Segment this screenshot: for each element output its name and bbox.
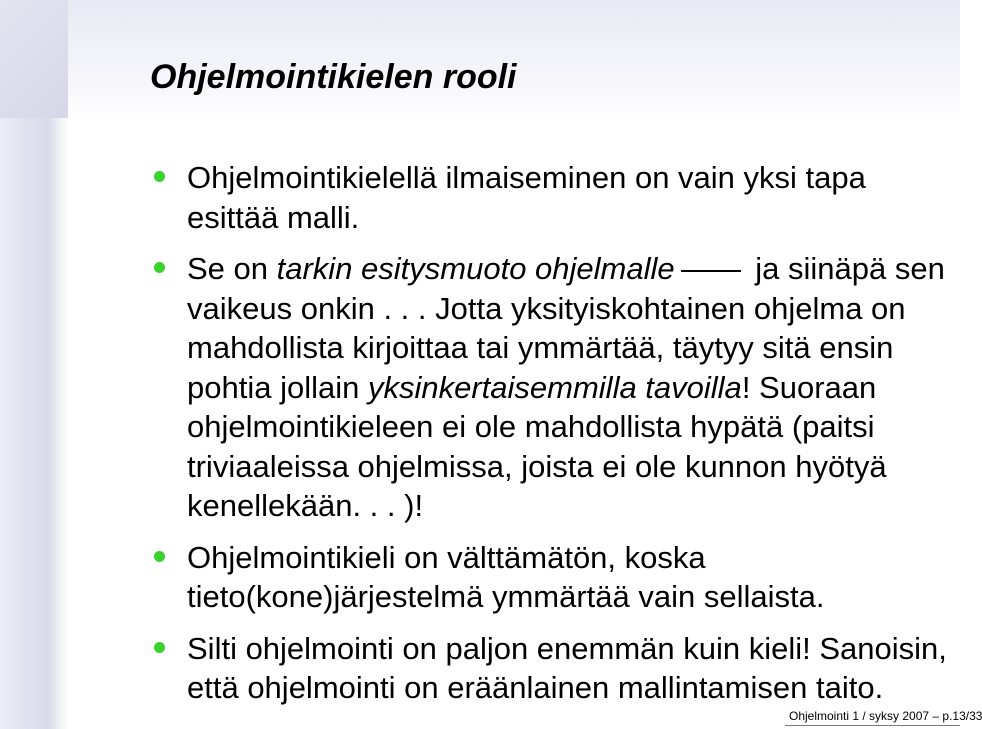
bullet-text: Ohjelmointikieli on välttämätön, koska tieto(kone)järjestelmä ymmärtää vain sellaista. [187,539,825,614]
bullet-item [150,629,950,708]
bullet-emphasis: yksinkertaisemmilla tavoilla [367,369,742,405]
footer-divider [785,725,960,726]
bullet-dot-icon [154,642,165,653]
slide-footer: Ohjelmointi 1 / syksy 2007 – p.13/33 [789,709,982,723]
bullet-list [150,158,950,708]
bullet-text-middle: ja siinäpä sen vaikeus onkin . . . Jotta yksityiskohtainen ohjelma on mahdollista kirjoittaa tai ymmärtää, täytyy sitä ensin pohtia jollain [187,251,945,405]
bullet-dot-icon [154,551,165,562]
bullet-text: Ohjelmointikielellä ilmaiseminen on vain yksi tapa esittää malli. [187,160,866,235]
bullet-dot-icon [154,171,165,182]
bullet-dot-icon [154,262,165,273]
bullet-text: Silti ohjelmointi on paljon enemmän kuin kieli! Sanoisin, että ohjelmointi on eräänlainen mallintamisen taito. [187,630,947,705]
bullet-item [150,158,950,237]
slide-title: Ohjelmointikielen rooli [150,58,517,96]
decorative-corner [0,0,68,118]
em-dash-line [681,270,741,272]
bullet-emphasis: tarkin esitysmuoto ohjelmalle [276,251,675,286]
bullet-text-start: Se on [187,251,277,286]
bullet-item [150,538,950,617]
bullet-item [150,249,950,526]
bullet-text-end: ! Suoraan ohjelmointikieleen ei ole mahdollista hypätä (paitsi triviaaleissa ohjelmissa, joista ei ole kunnon hyötyä kenellekään. . . )! [187,369,887,523]
